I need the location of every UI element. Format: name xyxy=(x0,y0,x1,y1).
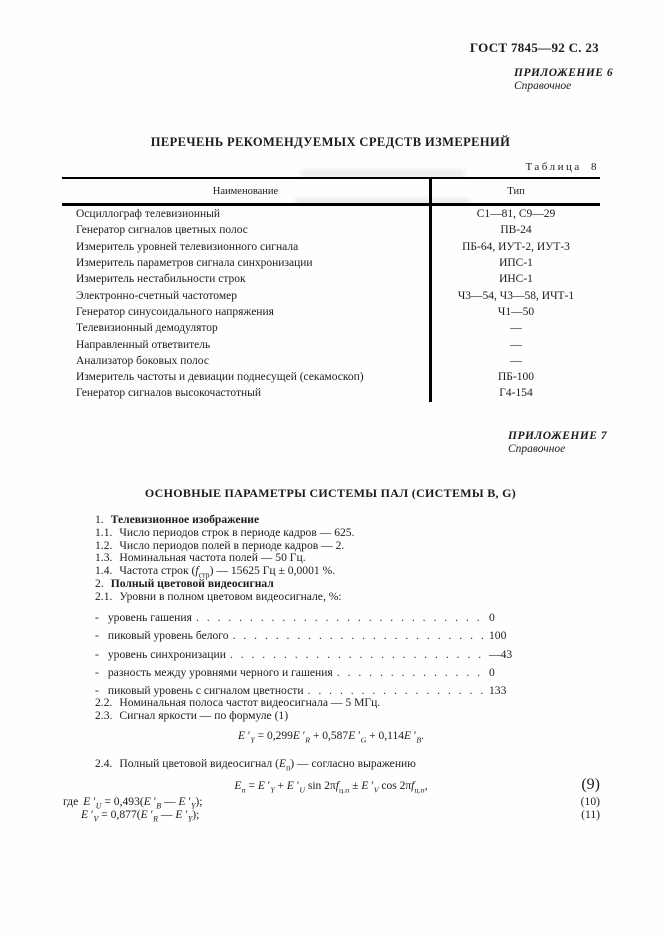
level-row xyxy=(95,629,525,647)
dot-leader xyxy=(196,611,483,624)
item-number: 2. xyxy=(95,576,104,590)
cell-name: Измеритель параметров сигнала синхронизации xyxy=(62,255,432,271)
paragraphs-2-2-2-3 xyxy=(95,697,595,723)
table-header-row xyxy=(62,179,600,206)
table-row xyxy=(62,271,600,287)
cell-type: — xyxy=(510,338,522,351)
item-text: Сигнал яркости — по формуле (1) xyxy=(119,708,289,722)
table-row xyxy=(62,287,600,303)
column-header-name: Наименование xyxy=(62,179,432,203)
cell-name: Анализатор боковых полос xyxy=(62,353,432,369)
item-number: 1. xyxy=(95,513,104,526)
table-row xyxy=(62,385,600,401)
equation-number: (9) xyxy=(581,776,600,793)
cell-name: Телевизионный демодулятор xyxy=(62,320,432,336)
where-formula-u: E $'_U = 0,493(E$ $'_B$ — E $'_Y$); xyxy=(83,795,203,811)
page-header: ГОСТ 7845—92 С. 23 xyxy=(469,40,599,55)
cell-type: — xyxy=(510,322,522,335)
level-label: разность между уровнями черного и гашения xyxy=(107,665,333,679)
appendix7-title: ПРИЛОЖЕНИЕ 7 xyxy=(508,430,608,442)
cell-name: Измеритель уровней телевизионного сигнала xyxy=(62,239,432,255)
where-formula-v: E $'_V = 0,877(E$ $'_R$ — E $'_Y$); xyxy=(81,807,200,823)
appendix7-note: Справочное xyxy=(508,443,566,455)
dot-leader xyxy=(230,648,483,661)
cell-name: Измеритель частоты и девиации поднесущей (секамоскоп) xyxy=(62,369,432,385)
level-label: уровень гашения xyxy=(107,611,192,624)
cell-type: Ч3—54, Ч3—58, ИЧТ-1 xyxy=(457,289,575,302)
table-row xyxy=(62,255,600,271)
appendix6-block xyxy=(514,67,613,93)
level-value: 100 xyxy=(489,629,507,643)
composite-signal-formula: $E_п = E$ $'_Y + E$ $'_U$ $\sin 2\pi f_{ц.п} \pm E$ $'_V$ $\cos 2\pi f_{ц.п}$, xyxy=(234,780,428,795)
table-row xyxy=(62,304,600,320)
column-header-type: Тип xyxy=(507,185,525,197)
table-row xyxy=(62,239,600,255)
pal-title: ОСНОВНЫЕ ПАРАМЕТРЫ СИСТЕМЫ ПАЛ (СИСТЕМЫ B, G) xyxy=(144,486,517,500)
cell-type: Г4-154 xyxy=(499,387,533,400)
appendix6-title: ПРИЛОЖЕНИЕ 6 xyxy=(514,67,614,79)
level-row xyxy=(95,648,525,666)
where-label: где xyxy=(63,795,79,808)
item-number: 1.2. xyxy=(95,538,113,552)
item-number: 1.1. xyxy=(95,525,113,539)
cell-name: Электронно-счетный частотомер xyxy=(62,287,432,303)
table-row xyxy=(62,336,600,352)
cell-type: — xyxy=(510,354,522,367)
level-value: 0 xyxy=(489,611,495,624)
measures-title: ПЕРЕЧЕНЬ РЕКОМЕНДУЕМЫХ СРЕДСТВ ИЗМЕРЕНИЙ xyxy=(150,135,511,149)
list-item xyxy=(95,710,595,723)
cell-type: Ч1—50 xyxy=(497,305,535,318)
table-caption: Таблица 8 xyxy=(525,161,599,173)
table-row xyxy=(62,320,600,336)
level-row xyxy=(95,611,525,629)
item-text: Уровни в полном цветовом видеосигнале, %: xyxy=(119,589,342,603)
level-value: —43 xyxy=(489,647,513,661)
equation-number: (11) xyxy=(581,807,600,821)
signal-levels-list xyxy=(95,611,525,702)
table-row xyxy=(62,353,600,369)
where-definitions xyxy=(63,796,600,821)
pal-parameters-list xyxy=(95,514,595,603)
bullet: - xyxy=(95,647,99,661)
appendix6-note: Справочное xyxy=(514,80,572,92)
cell-name: Направленный ответвитель xyxy=(62,336,432,352)
item-number: 2.4. xyxy=(95,757,113,770)
cell-type: С1—81, С9—29 xyxy=(476,208,556,221)
level-value: 133 xyxy=(489,684,507,698)
item-number: 1.4. xyxy=(95,564,113,577)
item-text: Телевизионное изображение xyxy=(110,513,260,526)
item-number: 2.2. xyxy=(95,696,113,709)
dot-leader xyxy=(337,666,483,679)
item-text: Полный цветовой видеосигнал $(E_п)$ — согласно выражению xyxy=(119,757,416,773)
cell-type: ПБ-64, ИУТ-2, ИУТ-3 xyxy=(462,240,570,253)
cell-type: ИПС-1 xyxy=(499,257,533,270)
cell-name: Осциллограф телевизионный xyxy=(62,206,432,222)
item-text: Число периодов строк в периоде кадров — 625. xyxy=(119,525,355,539)
item-text: Полный цветовой видеосигнал xyxy=(110,576,274,590)
item-number: 2.1. xyxy=(95,589,113,603)
level-label: пиковый уровень белого xyxy=(107,629,229,643)
cell-type: ИНС-1 xyxy=(499,273,533,286)
cell-name: Генератор синусоидального напряжения xyxy=(62,304,432,320)
bullet: - xyxy=(95,611,99,624)
cell-type: ПВ-24 xyxy=(500,224,532,237)
luminance-formula: E $'_Y = 0,299E$ $'_R + 0,587E$ $'_G + 0,114E$ $'_B$. xyxy=(237,730,425,745)
table-row xyxy=(62,369,600,385)
list-item xyxy=(95,591,595,604)
paragraph-2-4 xyxy=(95,757,595,773)
cell-name: Генератор сигналов цветных полос xyxy=(62,222,432,238)
measures-table xyxy=(62,177,600,402)
table-row xyxy=(62,206,600,222)
equation-number: (10) xyxy=(580,795,600,808)
scan-artifact xyxy=(300,170,465,177)
bullet: - xyxy=(95,629,99,643)
level-row xyxy=(95,666,525,684)
cell-name: Генератор сигналов высокочастотный xyxy=(62,385,432,401)
table-row xyxy=(62,222,600,238)
bullet: - xyxy=(95,665,99,679)
level-label: уровень синхронизации xyxy=(107,647,226,661)
cell-type: ПБ-100 xyxy=(498,371,534,384)
level-label: пиковый уровень с сигналом цветности xyxy=(107,684,304,698)
item-text: Номинальная полоса частот видеосигнала — 5 МГц. xyxy=(119,696,381,709)
dot-leader xyxy=(233,629,483,642)
item-number: 2.3. xyxy=(95,708,113,722)
item-number: 1.3. xyxy=(95,551,113,565)
where-line xyxy=(63,809,600,822)
item-text: Частота строк $(f_{стр})$ — 15625 Гц ± 0,0001 %. xyxy=(119,564,336,580)
cell-name: Измеритель нестабильности строк xyxy=(62,271,432,287)
appendix7-block xyxy=(508,430,607,456)
composite-signal-formula-row xyxy=(62,776,600,794)
item-text: Номинальная частота полей — 50 Гц. xyxy=(119,551,306,565)
level-value: 0 xyxy=(489,665,495,679)
bullet: - xyxy=(95,684,99,698)
item-text: Число периодов полей в периоде кадров — 2. xyxy=(119,538,345,552)
